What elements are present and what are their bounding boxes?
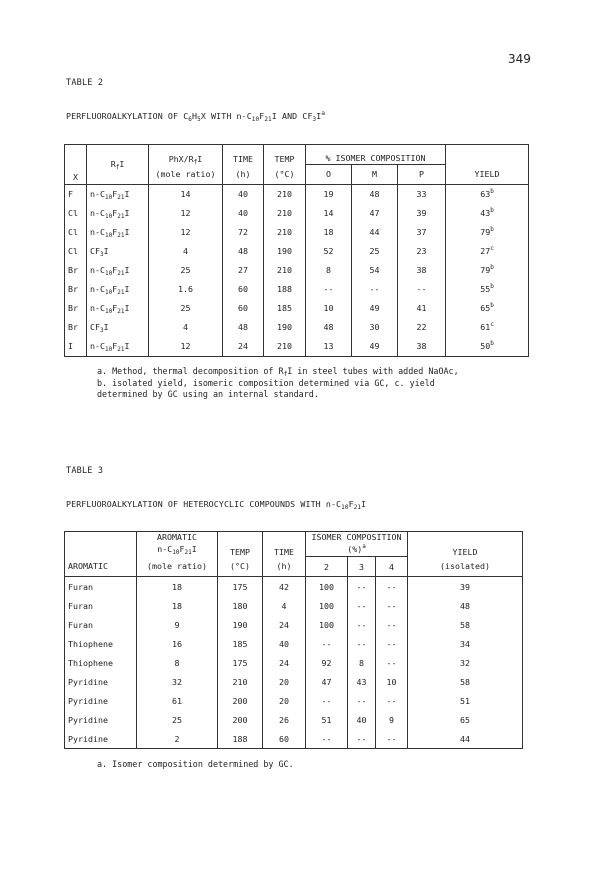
cell-aromatic: Thiophene [65,653,137,672]
cell-temp: 190 [264,318,306,337]
cell-ortho: 52 [306,242,352,261]
cell-time: 20 [263,672,306,691]
cell-pos2: 100 [306,615,348,634]
cell-reagent: $n-C_{10}F_{21}I$ [87,280,149,299]
cell-time: 24 [263,653,306,672]
cell-time: 24 [223,337,264,357]
cell-ortho: 8 [306,261,352,280]
cell-para: 23 [416,246,427,256]
header-isomer-unit: (%)$^a$ [306,542,408,557]
cell-ratio: 18 [137,596,218,615]
header-yield: YIELD [408,532,523,557]
cell-yield: 79$^b$ [446,261,529,280]
cell-para: -- [416,284,427,294]
header-temp: TEMP [264,145,306,165]
cell-pos2: -- [306,634,348,653]
cell-pos4: -- [386,619,397,630]
cell-yield: 48 [408,596,523,615]
table3-label: TABLE 3 [66,466,104,476]
cell-pos3: -- [348,691,376,710]
cell-ortho: 10 [306,299,352,318]
cell-ratio: 61 [137,691,218,710]
header-p: P [398,164,446,184]
cell-reagent: $n-C_{10}F_{21}I$ [87,261,149,280]
table3-caption: PERFLUOROALKYLATION OF HETEROCYCLIC COMPOUNDS WITH $n-C_{10}F_{21}I$ [66,499,367,511]
cell-aromatic: Pyridine [65,710,137,729]
table-row [65,261,529,280]
header-temp: TEMP [218,532,263,557]
cell-x: Br [65,261,87,280]
cell-meta: 54 [352,261,398,280]
cell-ratio: 12 [149,223,223,242]
cell-reagent: $CF_3I$ [87,318,149,337]
cell-x: Br [65,318,87,337]
cell-yield: 65 [408,710,523,729]
cell-ratio: 4 [149,318,223,337]
table-row [65,596,523,615]
cell-x: I [65,337,87,357]
cell-temp: 190 [218,615,263,634]
cell-time: 40 [223,204,264,223]
cell-temp: 210 [264,223,306,242]
cell-ratio: 9 [137,615,218,634]
cell-aromatic: Thiophene [65,634,137,653]
header-ratio-unit: (mole ratio) [149,164,223,184]
cell-pos4: -- [386,600,397,611]
header-isomer: ISOMER COMPOSITION [306,532,408,543]
cell-meta: 30 [352,318,398,337]
cell-time: 42 [263,577,306,597]
cell-yield: 79$^b$ [446,223,529,242]
cell-pos4: -- [386,581,397,592]
cell-ratio: 8 [137,653,218,672]
table-row [65,318,529,337]
cell-pos4: -- [386,657,397,668]
cell-temp: 185 [264,299,306,318]
cell-temp: 180 [218,596,263,615]
header-o: O [306,164,352,184]
header-m: M [352,164,398,184]
cell-time: 20 [263,691,306,710]
cell-ratio: 25 [137,710,218,729]
cell-pos3: -- [348,615,376,634]
cell-para: 22 [416,322,427,332]
cell-time: 48 [223,242,264,261]
cell-time: 48 [223,318,264,337]
table-row [65,577,523,597]
cell-ratio: 4 [149,242,223,261]
cell-reagent: $n-C_{10}F_{21}I$ [87,337,149,357]
cell-aromatic: Furan [65,615,137,634]
cell-yield: 43$^b$ [446,204,529,223]
cell-ortho: 19 [306,184,352,204]
cell-ortho: -- [306,280,352,299]
cell-meta: -- [352,280,398,299]
cell-para: 39 [416,208,427,218]
cell-pos2: 100 [306,577,348,597]
cell-ratio: 25 [149,299,223,318]
table-row [65,672,523,691]
cell-temp: 200 [218,691,263,710]
cell-yield: 61$^c$ [446,318,529,337]
header-x: X [65,145,87,185]
header-yield: YIELD [446,164,529,184]
cell-yield: 51 [408,691,523,710]
header-temp-unit: (°C) [264,164,306,184]
header-reagent-formula: $n-C_{10}F_{21}I$ [137,542,218,557]
header-yield-unit: (isolated) [408,557,523,577]
cell-yield: 32 [408,653,523,672]
cell-ortho: 14 [306,204,352,223]
header-aromatic-reagent: AROMATIC [137,532,218,543]
cell-temp: 188 [264,280,306,299]
table-row [65,653,523,672]
cell-reagent: $n-C_{10}F_{21}I$ [87,204,149,223]
cell-x: Cl [65,223,87,242]
table3-footnote: a. Isomer composition determined by GC. [97,759,294,769]
cell-x: F [65,184,87,204]
cell-yield: 50$^b$ [446,337,529,357]
table-row [65,710,523,729]
table2-label: TABLE 2 [66,78,104,88]
cell-time: 72 [223,223,264,242]
cell-yield: 55$^b$ [446,280,529,299]
cell-pos3: 40 [348,710,376,729]
table-row [65,280,529,299]
table-row [65,615,523,634]
cell-ratio: 14 [149,184,223,204]
cell-aromatic: Pyridine [65,691,137,710]
cell-pos3: -- [348,729,376,749]
cell-yield: 63$^b$ [446,184,529,204]
table-row [65,299,529,318]
cell-reagent: $n-C_{10}F_{21}I$ [87,299,149,318]
cell-para: 41 [416,303,427,313]
cell-meta: 44 [352,223,398,242]
cell-time: 24 [263,615,306,634]
cell-aromatic: Furan [65,577,137,597]
cell-meta: 48 [352,184,398,204]
cell-ratio: 1.6 [149,280,223,299]
table-row [65,223,529,242]
header-ratio-unit: (mole ratio) [137,557,218,577]
cell-pos4: 10 [386,676,397,687]
header-temp-unit: (°C) [218,557,263,577]
cell-temp: 210 [218,672,263,691]
cell-x: Cl [65,242,87,261]
cell-yield: 27$^c$ [446,242,529,261]
cell-aromatic: Furan [65,596,137,615]
cell-meta: 25 [352,242,398,261]
cell-temp: 175 [218,653,263,672]
cell-ortho: 13 [306,337,352,357]
cell-ratio: 25 [149,261,223,280]
cell-yield: 44 [408,729,523,749]
table-row [65,634,523,653]
header-isomer: % ISOMER COMPOSITION [306,153,446,164]
cell-pos4: -- [386,695,397,706]
cell-temp: 185 [218,634,263,653]
cell-ortho: 48 [306,318,352,337]
cell-pos4: 9 [389,714,395,725]
cell-pos3: 8 [348,653,376,672]
cell-temp: 210 [264,261,306,280]
cell-meta: 49 [352,337,398,357]
cell-pos4: -- [386,638,397,649]
cell-para: 38 [416,265,427,275]
header-pos2: 2 [306,557,348,577]
cell-time: 40 [263,634,306,653]
cell-time: 26 [263,710,306,729]
cell-yield: 58 [408,615,523,634]
cell-reagent: $n-C_{10}F_{21}I$ [87,223,149,242]
cell-reagent: $CF_3I$ [87,242,149,261]
cell-pos2: -- [306,729,348,749]
header-time-unit: (h) [263,557,306,577]
cell-yield: 39 [408,577,523,597]
cell-para: 37 [416,227,427,237]
cell-meta: 47 [352,204,398,223]
cell-time: 40 [223,184,264,204]
cell-ratio: 12 [149,337,223,357]
cell-pos3: -- [348,634,376,653]
cell-ratio: 2 [137,729,218,749]
cell-yield: 34 [408,634,523,653]
header-ratio: PhX/$R_fI$ [149,145,223,165]
cell-x: Br [65,280,87,299]
cell-temp: 175 [218,577,263,597]
cell-aromatic: Pyridine [65,672,137,691]
cell-para: 38 [398,337,446,357]
cell-temp: 210 [264,337,306,357]
cell-time: 60 [263,729,306,749]
header-aromatic: AROMATIC [65,557,137,577]
cell-para: 33 [416,189,427,199]
header-pos4: 4 [376,557,408,577]
header-time: TIME [223,145,264,165]
cell-reagent: $n-C_{10}F_{21}I$ [87,184,149,204]
cell-ratio: 32 [137,672,218,691]
table-row [65,337,529,357]
table2 [64,144,529,357]
table-row [65,729,523,749]
cell-ratio: 12 [149,204,223,223]
cell-x: Br [65,299,87,318]
header-rf: $R_fI$ [87,145,149,185]
cell-temp: 200 [218,710,263,729]
table2-caption: PERFLUOROALKYLATION OF $C_6H_5X$ WITH $n-C_{10}F_{21}I$ AND $CF_3I^a$ [66,110,326,123]
cell-temp: 188 [218,729,263,749]
cell-temp: 210 [264,184,306,204]
cell-time: 4 [263,596,306,615]
table2-footnote: a. Method, thermal decomposition of $R_fI$ in steel tubes with added NaOAc, b. isolated yield, isomeric composition determined via GC, c. yield determined by GC using an internal standard. [97,366,459,400]
cell-x: Cl [65,204,87,223]
cell-time: 27 [223,261,264,280]
cell-pos3: 43 [348,672,376,691]
cell-pos3: -- [348,577,376,597]
cell-aromatic: Pyridine [65,729,137,749]
cell-pos2: 92 [306,653,348,672]
cell-ratio: 16 [137,634,218,653]
cell-pos2: 100 [306,596,348,615]
table-row [65,184,529,204]
page-number: 349 [508,52,531,66]
cell-ortho: 18 [306,223,352,242]
cell-temp: 190 [264,242,306,261]
cell-pos4: -- [376,729,408,749]
cell-meta: 49 [352,299,398,318]
cell-pos3: -- [348,596,376,615]
cell-ratio: 18 [137,577,218,597]
table-row [65,691,523,710]
cell-temp: 210 [264,204,306,223]
table-row [65,204,529,223]
cell-time: 60 [223,299,264,318]
cell-pos2: 51 [306,710,348,729]
header-pos3: 3 [348,557,376,577]
header-time-unit: (h) [223,164,264,184]
cell-yield: 58 [408,672,523,691]
table3 [64,531,523,749]
cell-pos2: -- [306,691,348,710]
cell-yield: 65$^b$ [446,299,529,318]
cell-time: 60 [223,280,264,299]
header-time: TIME [263,532,306,557]
table-row [65,242,529,261]
cell-pos2: 47 [306,672,348,691]
